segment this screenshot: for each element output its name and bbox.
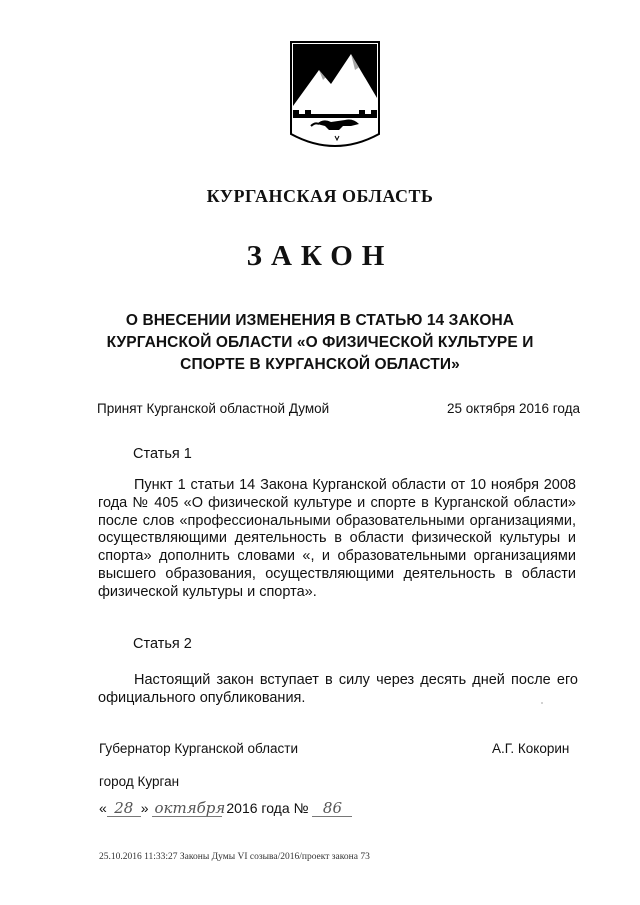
governor-name: А.Г. Кокорин [492,741,570,756]
adopted-by: Принят Курганской областной Думой [97,401,330,416]
article-2-heading: Статья 2 [133,636,192,652]
signing-date-line [99,800,352,817]
document-type: ЗАКОН [246,240,394,272]
scan-speck [541,702,543,704]
close-quote: » [140,800,149,816]
adoption-date: 25 октября 2016 года [447,401,580,416]
article-1-text: Пункт 1 статьи 14 Закона Курганской области от 10 ноября 2008 года № 405 «О физической культуре и спорте в Курганской области» после слов «профессиональными образовательными организациями, осуществляющими деятельность в области физической культуры и спорта» дополнить словами «, и образовательными организациями высшего образования, осуществляющими деятельность в области физической культуры и спорта». [98,477,576,600]
handwritten-day: 28 [107,800,141,817]
handwritten-law-number: 86 [312,800,352,817]
footer-file-path: 25.10.2016 11:33:27 Законы Думы VI созыва/2016/проект закона 73 [99,852,370,862]
signing-place: город Курган [99,774,180,789]
handwritten-month: октября [154,799,226,817]
open-quote: « [99,800,107,816]
governor-position: Губернатор Курганской области [99,741,299,756]
article-2-text: Настоящий закон вступает в силу через десять дней после его официального опубликования. [98,672,578,706]
law-title-line-1: О ВНЕСЕНИИ ИЗМЕНЕНИЯ В СТАТЬЮ 14 ЗАКОНА [125,312,515,329]
law-title-line-2: КУРГАНСКОЙ ОБЛАСТИ «О ФИЗИЧЕСКОЙ КУЛЬТУРЕ И [106,334,534,351]
kurgan-coat-of-arms-icon [289,40,381,156]
article-1-heading: Статья 1 [133,446,192,462]
law-title-line-3: СПОРТЕ В КУРГАНСКОЙ ОБЛАСТИ» [180,356,460,373]
year-and-number-label: 2016 года № [226,800,309,816]
region-name: КУРГАНСКАЯ ОБЛАСТЬ [206,186,434,206]
